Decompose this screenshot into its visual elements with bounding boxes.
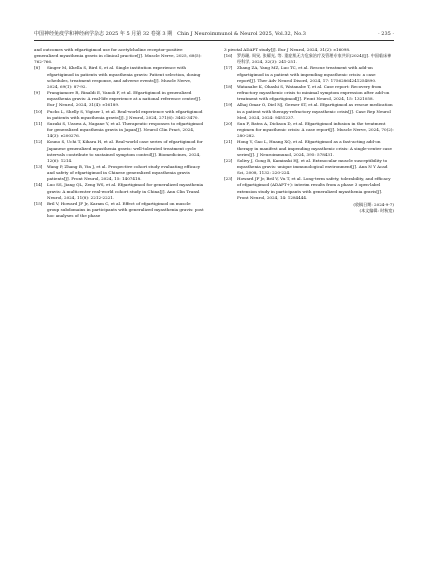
- reference-continuation: 3 pivotal ADAPT study[J]. Eur J Neurol, 2024, 31(2): e16098.: [224, 47, 351, 52]
- reference-entry: [34, 65, 204, 90]
- reference-text: Kouno S, Uchi T, Kihara H, et al. Real-world case series of efgartigimod for Japanese generalized myasthenia gravis: well-tolerated treatment cycle intervals contribute to sustained symptom control[J]. Biomedicines, 2024, 12(6): 1214.: [47, 139, 203, 163]
- reference-entry: [34, 121, 204, 139]
- reference-entry: [224, 158, 394, 176]
- reference-number: [11]: [34, 120, 43, 126]
- reference-entry: [34, 182, 204, 200]
- reference-number: [19]: [224, 102, 233, 108]
- reference-number: [14]: [34, 182, 43, 188]
- reference-entry: [34, 139, 204, 164]
- reference-text: Suzuki S, Uzawa A, Nagane Y, et al. Therapeutic responses to efgartigimod for generalized myasthenia gravis in Japan[J]. Neurol Clin Pract, 2024, 14(3): e200276.: [47, 120, 204, 139]
- reference-entry: [224, 121, 394, 139]
- reference-text: Sun F, Batra A, Dickson D, et al. Efgartigimod infusion in the treatment regimen for myasthenic crisis: A case report[J]. Muscle Nerve, 2024, 70(2): 280-282.: [237, 120, 394, 139]
- article-dates: [224, 202, 394, 214]
- left-column: [34, 47, 204, 219]
- reference-text: Watanabe K, Ohashi S, Watanabe T, et al. Case report: Recovery from refractory myasthenic crisis to minimal symptom expression after add-on treatment with efgartigimod[J]. Front Neurol, 2024, 15: 1321058.: [237, 83, 390, 102]
- reference-number: [22]: [224, 157, 233, 163]
- reference-text: Howard JF Jr, Bril V, Vu T, et al. Long-term safety, tolerability, and efficacy of efgartigimod (ADAPT+): interim results from a phase 3 open-label extension study in participants with generalized myasthenia gravis[J]. Front Neurol, 2024, 14: 1284444.: [237, 176, 391, 200]
- reference-entry: [224, 53, 394, 65]
- reference-text: Wang P, Zhang B, Yin J, et al. Prospective cohort study evaluating efficacy and safety of efgartigimod in Chinese generalized myasthenia gravis patients[J]. Front Neurol, 2024, 15: 1407418.: [47, 163, 201, 182]
- reference-entry: [224, 65, 394, 83]
- received-date: (收稿日期: 2024-9-7): [353, 201, 394, 207]
- right-column: [224, 47, 394, 214]
- reference-number: [12]: [34, 139, 43, 145]
- reference-entry: [34, 201, 204, 219]
- page-number: · 235 ·: [378, 31, 394, 37]
- reference-entry: [224, 84, 394, 102]
- header-rule: [34, 40, 394, 41]
- reference-text: Luo SS, Jiang QL, Zeng WS, et al. Efgartigimod for generalized myasthenia gravis: A multicenter real-world cohort study in China[J]. Ann Clin Transl Neurol, 2024, 11(8): 2212-2221.: [47, 182, 204, 200]
- reference-text: 罗苏珊, 周旻, 张耀光, 等. 重症肌无力危象治疗及管理专家共识(2024)[J]. 中国临床神经科学, 2024, 32(3): 241-251.: [237, 53, 392, 65]
- running-header: [34, 31, 394, 37]
- reference-continuation: and outcomes with efgartigimod use for acetylcholine receptor-positive generalized myasthenia gravis in clinical practice[J]. Muscle Nerve, 2025, 68(5): 762-766.: [34, 47, 202, 65]
- reference-text: Solivy J, Gong B, Kaminski HJ, et al. Extraocular muscle susceptibility to myasthenia gravis: unique immunological environment[J]. Ann N Y Acad Sci, 2008, 1132: 220-224.: [237, 157, 388, 176]
- reference-entry: [224, 102, 394, 120]
- reference-number: [9]: [34, 90, 40, 96]
- reference-entry: [34, 164, 204, 182]
- reference-number: [20]: [224, 120, 233, 126]
- reference-text: Singer M, Khella S, Bird S, et al. Single institution experience with efgartigimod in patients with myasthenia gravis: Patient selection, dosing schedules, treatment response, and adverse events[J]. Muscle Nerve, 2024, 69(1): 87-92.: [47, 65, 201, 89]
- reference-number: [10]: [34, 108, 43, 114]
- reference-text: Alhaj Omar O, Diel NJ, Gerner ST, et al. Efgartigimod as rescue medication in a patient with therapy-refractory myasthenic crisis[J]. Case Rep Neurol Med, 2024, 2024: 9451237.: [237, 102, 393, 120]
- reference-number: [8]: [34, 65, 40, 71]
- reference-number: [13]: [34, 163, 43, 169]
- reference-entry: [224, 139, 394, 157]
- reference-text: Zhang ZA, Yang MZ, Luo TC, et al. Rescue treatment with add-on efgartigimod in a patient with impending myasthenic crisis: a case report[J]. Ther Adv Neurol Disord, 2024, 17: 17562864241254890.: [237, 65, 377, 83]
- reference-entry: [34, 109, 204, 121]
- reference-number: [23]: [224, 176, 233, 182]
- reference-list-left: [34, 65, 204, 219]
- reference-text: Bril V, Howard JF Jr, Karam C, et al. Effect of efgartigimod on muscle group subdomains in participants with generalized myasthenia gravis: post hoc analyses of the phase: [47, 200, 204, 219]
- reference-entry: [224, 176, 394, 201]
- reference-entry: [34, 90, 204, 108]
- reference-number: [15]: [34, 200, 43, 206]
- reference-text: Frangiamore R, Rinaldi E, Vanoli F, et al. Efgartigimod in generalized myasthenia gravis: A real-life experience at a national reference center[J]. Eur J Neurol, 2024, 31(4): e16189.: [47, 90, 202, 108]
- reference-number: [17]: [224, 65, 233, 71]
- reference-text: Hong Y, Gao L, Huang XQ, et al. Efgartigimod as a fast-acting add-on therapy in manifest and impending myasthenic crisis: A single-center case series[J]. J Neuroimmunol, 2024, 395: 578431.: [237, 139, 392, 157]
- editor-note: (本文编辑: 时秋宽): [359, 207, 394, 213]
- reference-list-right: [224, 53, 394, 201]
- reference-number: [21]: [224, 139, 233, 145]
- reference-number: [16]: [224, 53, 233, 59]
- journal-info: 中国神经免疫学和神经病学杂志 2025 年 5 月第 32 卷第 3 期 Chin J Neuroimmunol & Neurol 2025, Vol.32, No.3: [34, 31, 306, 37]
- reference-number: [18]: [224, 83, 233, 89]
- reference-text: Fuchs L, Shelly S, Vigiser I, et al. Real-world experience with efgartigimod in patients with myasthenia gravis[J]. J Neurol, 2024, 271(6): 3462-3470.: [47, 108, 203, 120]
